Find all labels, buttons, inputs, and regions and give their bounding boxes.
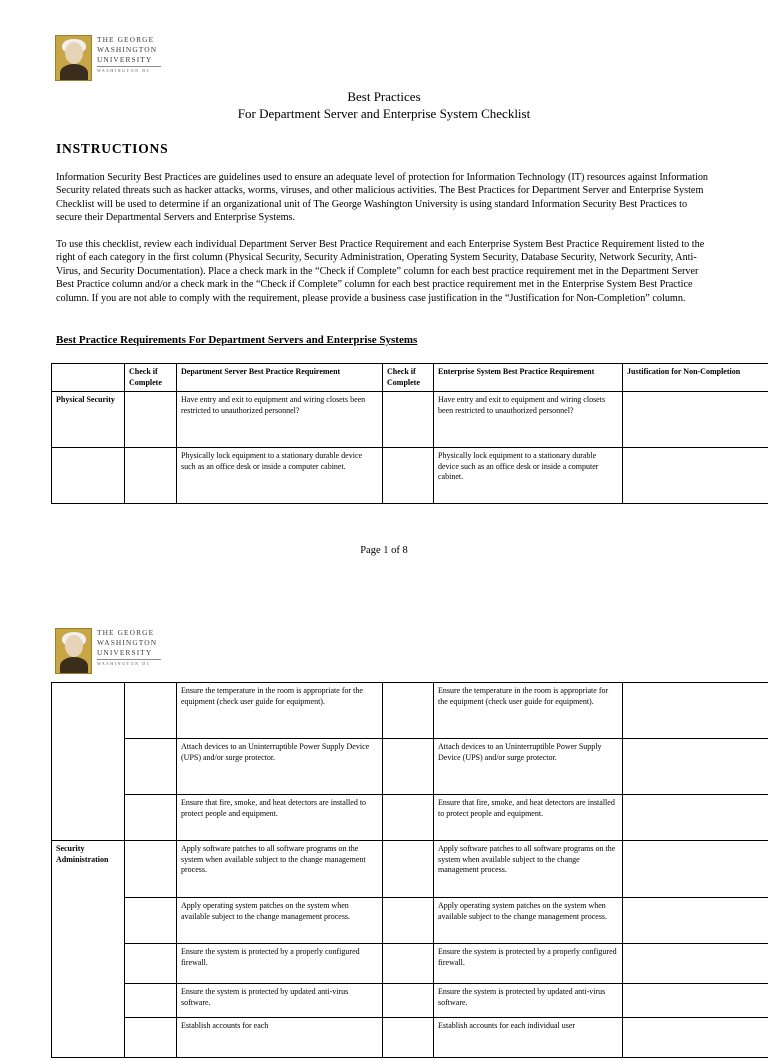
- dept-requirement-cell: Establish accounts for each: [177, 1018, 383, 1058]
- justification-field[interactable]: [623, 392, 768, 448]
- table-header-row: [52, 364, 768, 392]
- university-logo-page-2: [55, 628, 161, 674]
- check-ent-checkbox[interactable]: [383, 984, 434, 1018]
- check-dept-checkbox[interactable]: [125, 448, 177, 504]
- logo-line-3: UNIVERSITY: [97, 648, 161, 658]
- check-dept-checkbox[interactable]: [125, 739, 177, 795]
- logo-line-4: WASHINGTON DC: [97, 68, 161, 73]
- dept-requirement-cell: Apply operating system patches on the system when available subject to the change management process.: [177, 898, 383, 944]
- table-row: [52, 984, 768, 1018]
- check-ent-checkbox[interactable]: [383, 898, 434, 944]
- ent-requirement-cell: Ensure the system is protected by updated anti-virus software.: [434, 984, 623, 1018]
- check-dept-checkbox[interactable]: [125, 683, 177, 739]
- table-row: [52, 795, 768, 841]
- justification-field[interactable]: [623, 683, 768, 739]
- document-title: [0, 88, 768, 122]
- check-if-complete-header: Check if Complete: [383, 364, 434, 392]
- dept-requirement-cell: Ensure that fire, smoke, and heat detectors are installed to protect people and equipment.: [177, 795, 383, 841]
- table-row: [52, 448, 768, 504]
- justification-field[interactable]: [623, 841, 768, 898]
- justification-field[interactable]: [623, 795, 768, 841]
- check-dept-checkbox[interactable]: [125, 841, 177, 898]
- section-title: Best Practice Requirements For Department Servers and Enterprise Systems: [56, 334, 417, 346]
- justification-field[interactable]: [623, 944, 768, 984]
- category-cell: [52, 448, 125, 504]
- title-line-2: For Department Server and Enterprise System Checklist: [0, 105, 768, 122]
- category-cell: Physical Security: [52, 392, 125, 448]
- check-if-complete-header: Check if Complete: [125, 364, 177, 392]
- ent-requirement-cell: Ensure that fire, smoke, and heat detectors are installed to protect people and equipment.: [434, 795, 623, 841]
- ent-requirement-cell: Apply software patches to all software programs on the system when available subject to the change management process.: [434, 841, 623, 898]
- logo-line-3: UNIVERSITY: [97, 55, 161, 65]
- category-cell: [52, 683, 125, 841]
- instructions-paragraph-2: To use this checklist, review each individual Department Server Best Practice Requirement and each Enterprise System Best Practice Requirement listed to the right of each category in the first column (Physical Security, Security Administration, Operating System Security, Database Security, Network Security, Anti-Virus, and Security Documentation). Place a check mark in the “Check if Complete” column for each best practice requirement met in the Department Server Best Practice column and/or a check mark in the “Check if Complete” column for each best practice requirement met in the Enterprise System Best Practice column. If you are not able to comply with the requirement, please provide a business case justification in the “Justification for Non-Completion” column.: [56, 238, 714, 305]
- check-dept-checkbox[interactable]: [125, 944, 177, 984]
- justification-field[interactable]: [623, 984, 768, 1018]
- justification-field[interactable]: [623, 739, 768, 795]
- logo-line-4: WASHINGTON DC: [97, 661, 161, 666]
- table-row: [52, 739, 768, 795]
- dept-requirement-cell: Apply software patches to all software programs on the system when available subject to the change management process.: [177, 841, 383, 898]
- ent-requirement-cell: Have entry and exit to equipment and wiring closets been restricted to unauthorized personnel?: [434, 392, 623, 448]
- instructions-paragraph-1: Information Security Best Practices are guidelines used to ensure an adequate level of protection for Information Technology (IT) resources against Information Security related threats such as hacker attacks, worms, viruses, and other malicious activities. The Best Practices for Department Server and Enterprise System Checklist will be used to determine if an organizational unit of The George Washington University is using standard Information Security Best Practices to secure their Departmental Servers and Enterprise Systems.: [56, 171, 714, 225]
- washington-portrait-icon: [55, 35, 92, 81]
- title-line-1: Best Practices: [0, 88, 768, 105]
- ent-requirement-cell: Establish accounts for each individual user: [434, 1018, 623, 1058]
- dept-requirement-cell: Attach devices to an Uninterruptible Power Supply Device (UPS) and/or surge protector.: [177, 739, 383, 795]
- table-row: [52, 898, 768, 944]
- check-dept-checkbox[interactable]: [125, 984, 177, 1018]
- justification-header: Justification for Non-Completion: [623, 364, 768, 392]
- ent-requirement-cell: Ensure the system is protected by a properly configured firewall.: [434, 944, 623, 984]
- justification-field[interactable]: [623, 448, 768, 504]
- university-logo: [55, 35, 161, 81]
- check-ent-checkbox[interactable]: [383, 795, 434, 841]
- enterprise-system-header: Enterprise System Best Practice Requirement: [434, 364, 623, 392]
- check-ent-checkbox[interactable]: [383, 683, 434, 739]
- page-number: Page 1 of 8: [0, 545, 768, 556]
- category-header: [52, 364, 125, 392]
- logo-line-1: THE GEORGE: [97, 628, 161, 638]
- ent-requirement-cell: Attach devices to an Uninterruptible Power Supply Device (UPS) and/or surge protector.: [434, 739, 623, 795]
- checklist-table-page-1: [51, 363, 768, 504]
- logo-line-2: WASHINGTON: [97, 45, 161, 55]
- logo-line-2: WASHINGTON: [97, 638, 161, 648]
- ent-requirement-cell: Apply operating system patches on the system when available subject to the change management process.: [434, 898, 623, 944]
- department-server-header: Department Server Best Practice Requirement: [177, 364, 383, 392]
- category-cell: Security Administration: [52, 841, 125, 1058]
- check-ent-checkbox[interactable]: [383, 841, 434, 898]
- dept-requirement-cell: Ensure the system is protected by updated anti-virus software.: [177, 984, 383, 1018]
- logo-line-1: THE GEORGE: [97, 35, 161, 45]
- checklist-table-page-2: [51, 682, 768, 1058]
- table-row: [52, 841, 768, 898]
- justification-field[interactable]: [623, 898, 768, 944]
- washington-portrait-icon: [55, 628, 92, 674]
- dept-requirement-cell: Ensure the system is protected by a properly configured firewall.: [177, 944, 383, 984]
- dept-requirement-cell: Ensure the temperature in the room is appropriate for the equipment (check user guide for equipment).: [177, 683, 383, 739]
- dept-requirement-cell: Have entry and exit to equipment and wiring closets been restricted to unauthorized personnel?: [177, 392, 383, 448]
- check-ent-checkbox[interactable]: [383, 944, 434, 984]
- check-dept-checkbox[interactable]: [125, 898, 177, 944]
- instructions-heading: INSTRUCTIONS: [56, 141, 168, 157]
- ent-requirement-cell: Physically lock equipment to a stationary durable device such as an office desk or inside a computer cabinet.: [434, 448, 623, 504]
- ent-requirement-cell: Ensure the temperature in the room is appropriate for the equipment (check user guide for equipment).: [434, 683, 623, 739]
- check-dept-checkbox[interactable]: [125, 795, 177, 841]
- dept-requirement-cell: Physically lock equipment to a stationary durable device such as an office desk or inside a computer cabinet.: [177, 448, 383, 504]
- table-row: [52, 392, 768, 448]
- table-row: [52, 683, 768, 739]
- check-ent-checkbox[interactable]: [383, 448, 434, 504]
- table-row: [52, 944, 768, 984]
- check-dept-checkbox[interactable]: [125, 392, 177, 448]
- check-ent-checkbox[interactable]: [383, 739, 434, 795]
- check-ent-checkbox[interactable]: [383, 392, 434, 448]
